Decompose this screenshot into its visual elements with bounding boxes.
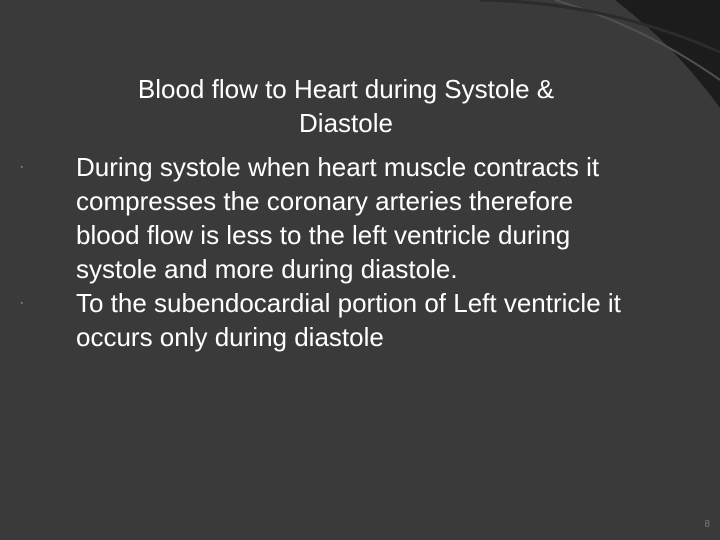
slide-title-line-1: Blood flow to Heart during Systole & [137,74,555,104]
slide-title [60,72,632,140]
bullet-item [0,286,720,354]
bullet-text: During systole when heart muscle contracts it compresses the coronary arteries therefore blood flow is less to the left ventricle during systole and more during diastole. [76,152,600,284]
bullet-marker-icon: · [20,161,24,173]
bullet-item [0,150,720,286]
bullet-marker-icon: · [20,297,24,309]
bullet-list [0,150,720,354]
bullet-text: To the subendocardial portion of Left ventricle it occurs only during diastole [76,288,621,352]
slide-title-line-2: Diastole [299,108,393,138]
slide-number: 8 [704,519,710,530]
